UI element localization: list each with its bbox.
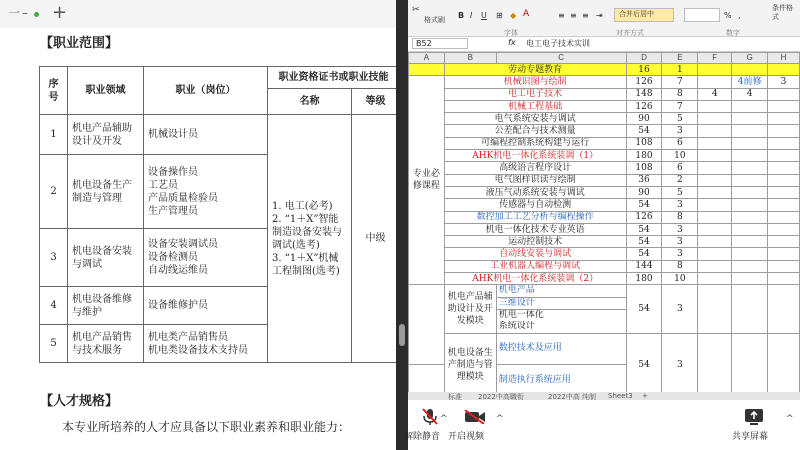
cell[interactable]	[768, 236, 800, 248]
cell[interactable]	[698, 162, 732, 174]
row-jobs	[144, 115, 268, 155]
cell[interactable]	[698, 285, 732, 333]
header-level: 等级	[352, 89, 397, 115]
cell[interactable]	[409, 333, 445, 365]
cell[interactable]: 54	[626, 223, 662, 235]
mute-options-caret-icon[interactable]: ^	[440, 414, 448, 424]
job-item: 设备维修护员	[148, 300, 208, 311]
header-name: 名称	[268, 89, 352, 115]
cell[interactable]	[698, 199, 732, 211]
table-row	[409, 174, 800, 186]
table-row	[409, 186, 800, 198]
cell[interactable]	[768, 186, 800, 198]
cell[interactable]	[768, 113, 800, 125]
cert-name: 2. “1＋X”智能制造设备安装与调试(选考)	[272, 213, 342, 251]
cell[interactable]: 54	[626, 199, 662, 211]
cell[interactable]: 2	[662, 174, 698, 186]
grid-table[interactable]	[408, 52, 800, 397]
cell[interactable]	[732, 248, 768, 260]
job-scope-table	[39, 66, 396, 363]
comma-button[interactable]: ,	[738, 11, 741, 20]
cell[interactable]	[768, 162, 800, 174]
cell[interactable]	[732, 285, 768, 333]
cell[interactable]	[732, 223, 768, 235]
cell[interactable]	[768, 125, 800, 137]
cell[interactable]	[698, 248, 732, 260]
formula-bar	[408, 37, 800, 52]
dash-mark: –	[22, 6, 28, 20]
cell[interactable]: 8	[662, 260, 698, 272]
job-item: 产品质量检验员	[148, 192, 218, 204]
cert-name: 1. 电工(必考)	[272, 200, 333, 212]
cell[interactable]: 126	[626, 211, 662, 223]
cell[interactable]	[732, 199, 768, 211]
cell[interactable]: 1	[662, 64, 698, 76]
cell[interactable]: 机电一体化技术专业英语	[444, 223, 626, 235]
format-painter-button[interactable]: 格式刷	[424, 16, 445, 24]
header-cert: 职业资格证书或职业技能	[268, 67, 397, 89]
align-right-icon[interactable]: ≡	[582, 11, 589, 20]
cell[interactable]	[698, 137, 732, 149]
row-seq: 1	[40, 115, 68, 155]
cell[interactable]	[768, 88, 800, 100]
row-field: 机电设备生产制造与管理	[68, 155, 144, 229]
group-item-cell[interactable]: 机电一体化	[496, 309, 626, 321]
group-item-cell[interactable]: 系统设计	[496, 321, 626, 333]
cell[interactable]	[732, 162, 768, 174]
row-seq: 3	[40, 229, 68, 287]
cell[interactable]: 液压气动系统安装与调试	[444, 186, 626, 198]
cell[interactable]: 机械识图与绘制	[444, 76, 626, 88]
job-item: 机电类设备技术支持员	[148, 344, 248, 356]
cell[interactable]: 高级语言程序设计	[444, 162, 626, 174]
cell[interactable]: 126	[626, 100, 662, 112]
table-row	[409, 125, 800, 137]
formula-input[interactable]: 电工电子技术实训	[526, 39, 590, 48]
cert-name: 3. “1＋X”机械工程制图(选考)	[272, 252, 340, 277]
cell[interactable]	[698, 174, 732, 186]
sheet-grid[interactable]	[408, 52, 800, 397]
job-item: 工艺员	[148, 179, 178, 191]
table-row	[409, 211, 800, 223]
cell[interactable]: 3	[662, 248, 698, 260]
group-label-cell[interactable]: 机电产品辅助设计及开发模块	[444, 285, 496, 333]
row-field: 机电产品辅助设计及开发	[68, 115, 144, 155]
section-heading-scope: 【职业范围】	[40, 36, 119, 51]
row-field: 机电设备维修与维护	[68, 287, 144, 325]
cell[interactable]	[698, 150, 732, 162]
header-job: 职业（岗位）	[144, 67, 268, 115]
cell[interactable]: 5	[662, 186, 698, 198]
job-item: 自动线运维员	[148, 265, 208, 276]
cell[interactable]: 自动线安装与调试	[444, 248, 626, 260]
group-item-cell[interactable]: 制造执行系统应用	[496, 365, 626, 397]
cell[interactable]: 6	[662, 162, 698, 174]
cell[interactable]: 54	[626, 236, 662, 248]
group-item-cell[interactable]: 数控技术及应用	[496, 333, 626, 365]
cell[interactable]	[732, 333, 768, 396]
cell[interactable]: 144	[626, 260, 662, 272]
fx-icon[interactable]: fx	[508, 38, 516, 47]
mic-off-icon	[422, 408, 438, 426]
column-header[interactable]: E	[662, 53, 698, 64]
cell[interactable]: 3	[662, 236, 698, 248]
align-center-icon[interactable]: ≡	[570, 11, 577, 20]
cell[interactable]: 传感器与自动检测	[444, 199, 626, 211]
cell[interactable]	[768, 211, 800, 223]
row-jobs	[144, 155, 268, 229]
add-sheet-button[interactable]: +	[642, 392, 648, 400]
table-row	[409, 100, 800, 112]
cell[interactable]: 180	[626, 273, 662, 285]
table-row	[409, 76, 800, 88]
cell[interactable]: 3	[662, 199, 698, 211]
split-divider[interactable]	[396, 0, 408, 450]
doc-paragraph: 本专业所培养的人才应具备以下职业素养和职业能力：	[62, 420, 351, 434]
group-label-number: 数字	[726, 29, 740, 37]
column-header[interactable]: G	[732, 53, 768, 64]
cell[interactable]	[732, 137, 768, 149]
number-format-select[interactable]	[684, 8, 720, 22]
group-credits-cell[interactable]: 3	[662, 333, 698, 396]
sheet-tab[interactable]: 标准	[448, 393, 462, 400]
table-row	[409, 260, 800, 272]
cut-icon[interactable]: ✂	[412, 5, 420, 15]
table-row	[409, 150, 800, 162]
cell[interactable]	[768, 333, 800, 396]
add-icon[interactable]: +	[52, 2, 68, 23]
bold-button[interactable]: B	[458, 11, 465, 20]
sheet-tab[interactable]: Sheet3	[608, 392, 633, 400]
cell[interactable]	[732, 236, 768, 248]
doc-toolbar	[0, 0, 396, 28]
cell[interactable]: 可编程控制系统构建与运行	[444, 137, 626, 149]
cell[interactable]	[698, 100, 732, 112]
cell[interactable]: 180	[626, 150, 662, 162]
cell[interactable]: 148	[626, 88, 662, 100]
group-item-cell[interactable]: 三维设计	[496, 297, 626, 309]
cell[interactable]	[768, 285, 800, 333]
row-field: 机电产品销售与技术服务	[68, 325, 144, 363]
cell[interactable]	[768, 260, 800, 272]
cell[interactable]	[732, 64, 768, 76]
cell[interactable]: 运动控制技术	[444, 236, 626, 248]
cell[interactable]: 10	[662, 273, 698, 285]
sheet-tab-bar	[408, 392, 800, 400]
table-row	[409, 236, 800, 248]
cell[interactable]: 数控加工工艺分析与编程操作	[444, 211, 626, 223]
cell[interactable]	[768, 199, 800, 211]
cell[interactable]	[698, 273, 732, 285]
header-field: 职业领域	[68, 67, 144, 115]
share-screen-label: 共享屏幕	[732, 431, 769, 441]
column-header[interactable]: F	[698, 53, 732, 64]
job-item: 设备安装调试员	[148, 239, 218, 250]
cell[interactable]: 电气系统安装与调试	[444, 113, 626, 125]
cell[interactable]	[732, 125, 768, 137]
cell[interactable]	[768, 64, 800, 76]
cell[interactable]: 90	[626, 113, 662, 125]
minimize-button[interactable]: 一	[8, 6, 21, 20]
row-seq: 4	[40, 287, 68, 325]
cell[interactable]: 7	[662, 76, 698, 88]
italic-button[interactable]: I	[470, 11, 473, 20]
cell[interactable]	[409, 285, 445, 297]
share-screen-button[interactable]	[728, 400, 788, 450]
table-row	[409, 273, 800, 285]
course-rows	[409, 64, 800, 285]
start-video-button[interactable]	[448, 400, 506, 450]
cell[interactable]	[698, 260, 732, 272]
row-seq: 2	[40, 155, 68, 229]
share-screen-icon	[744, 408, 764, 426]
job-item: 设备操作员	[148, 166, 198, 178]
table-row	[40, 115, 397, 155]
cell[interactable]	[409, 297, 445, 309]
table-row	[409, 137, 800, 149]
cell[interactable]: 90	[626, 186, 662, 198]
share-options-caret-icon[interactable]: ^	[786, 414, 794, 424]
group-label-cell[interactable]: 机电设备生产制造与管理模块	[444, 333, 496, 396]
cell[interactable]	[732, 174, 768, 186]
cell[interactable]: 10	[662, 150, 698, 162]
cell[interactable]: AHK机电一体化系统装调（1）	[444, 150, 626, 162]
start-video-label: 开启视频	[448, 431, 485, 441]
ribbon-toolbar	[408, 0, 800, 37]
status-dot-icon	[34, 12, 39, 17]
name-box[interactable]: B52	[412, 38, 468, 49]
cond-format-button[interactable]: 条件格式	[772, 4, 793, 21]
cert-level-cell: 中级	[352, 115, 397, 363]
cell[interactable]: 6	[662, 137, 698, 149]
table-row	[409, 64, 800, 76]
job-item: 生产管理员	[148, 205, 198, 217]
align-left-icon[interactable]: ≡	[558, 11, 565, 20]
section-heading-talent: 【人才规格】	[40, 394, 119, 409]
cell[interactable]	[409, 309, 445, 321]
divider-handle[interactable]	[399, 324, 405, 346]
cell[interactable]: 电工电子技术	[444, 88, 626, 100]
cell[interactable]: 54	[626, 248, 662, 260]
cell[interactable]: 4前修	[732, 76, 768, 88]
percent-button[interactable]: %	[724, 11, 732, 20]
cell[interactable]	[768, 223, 800, 235]
category-label-cell[interactable]: 专业必修课程	[409, 76, 445, 285]
cell[interactable]: 4	[698, 88, 732, 100]
cell[interactable]: 4	[732, 88, 768, 100]
cell[interactable]	[732, 211, 768, 223]
column-header[interactable]: B	[444, 53, 496, 64]
cell[interactable]: 5	[662, 113, 698, 125]
table-row	[409, 162, 800, 174]
cell[interactable]	[768, 273, 800, 285]
cert-names-cell	[268, 115, 352, 363]
column-header[interactable]: D	[626, 53, 662, 64]
table-row	[409, 223, 800, 235]
cell[interactable]	[732, 186, 768, 198]
cell[interactable]: 16	[626, 64, 662, 76]
indent-icon[interactable]: ⇥	[596, 11, 603, 20]
unmute-button[interactable]	[404, 400, 456, 450]
cell[interactable]: 8	[662, 211, 698, 223]
fill-color-icon[interactable]: ◆	[510, 11, 517, 20]
cell[interactable]: AHK机电一体化系统装调（2）	[444, 273, 626, 285]
cell[interactable]	[698, 64, 732, 76]
video-off-icon	[464, 410, 486, 424]
cell[interactable]	[698, 113, 732, 125]
cell[interactable]: 108	[626, 137, 662, 149]
cell[interactable]: 机械工程基础	[444, 100, 626, 112]
column-header[interactable]: C	[496, 53, 626, 64]
cell[interactable]: 36	[626, 174, 662, 186]
row-jobs	[144, 229, 268, 287]
column-header[interactable]: H	[768, 53, 800, 64]
underline-button[interactable]: U	[481, 11, 487, 20]
cell[interactable]: 54	[626, 125, 662, 137]
cell[interactable]: 劳动专题教育	[444, 64, 626, 76]
cell[interactable]	[409, 321, 445, 333]
sheet-tab[interactable]: 2022中高職衔	[478, 393, 524, 400]
job-item: 设备检测员	[148, 252, 198, 263]
header-seq: 序号	[40, 67, 68, 115]
job-item: 机电类产品销售员	[148, 331, 228, 343]
column-header-row	[409, 53, 800, 64]
table-row	[409, 88, 800, 100]
table-row	[409, 333, 800, 365]
cell[interactable]	[698, 211, 732, 223]
group-label-align: 对齐方式	[616, 29, 644, 37]
table-row	[409, 113, 800, 125]
table-row	[409, 199, 800, 211]
font-color-button[interactable]: A	[523, 9, 530, 19]
cell[interactable]	[732, 113, 768, 125]
cell[interactable]	[768, 137, 800, 149]
document-pane	[0, 0, 396, 450]
cell[interactable]: 公差配合与技术测量	[444, 125, 626, 137]
spreadsheet-pane	[408, 0, 800, 400]
unmute-label: 解除静音	[404, 431, 441, 441]
cell[interactable]	[698, 76, 732, 88]
table-row	[409, 285, 800, 297]
cell[interactable]: 8	[662, 88, 698, 100]
cell[interactable]: 3	[662, 125, 698, 137]
merge-center-label: 合并后居中	[619, 10, 654, 18]
video-options-caret-icon[interactable]: ^	[496, 414, 504, 424]
cell[interactable]	[698, 333, 732, 396]
merge-center-button[interactable]	[614, 8, 674, 22]
group-label-font: 字体	[504, 29, 518, 37]
group-item-cell[interactable]: 机电产品	[496, 285, 626, 297]
border-icon[interactable]: ⊞	[496, 11, 503, 20]
cell[interactable]	[732, 260, 768, 272]
meeting-control-bar	[404, 400, 800, 450]
row-field: 机电设备安装与调试	[68, 229, 144, 287]
cell[interactable]: 工业机器人编程与调试	[444, 260, 626, 272]
cell[interactable]	[768, 150, 800, 162]
job-item: 机械设计员	[148, 129, 198, 140]
cell[interactable]	[732, 273, 768, 285]
group-hours-cell[interactable]: 54	[626, 285, 662, 333]
group-credits-cell[interactable]: 3	[662, 285, 698, 333]
cell[interactable]: 3	[768, 76, 800, 88]
cell[interactable]	[768, 174, 800, 186]
cell[interactable]: 电气图样识读与绘制	[444, 174, 626, 186]
group-hours-cell[interactable]: 54	[626, 333, 662, 396]
cell[interactable]	[698, 236, 732, 248]
cell[interactable]	[698, 223, 732, 235]
row-seq: 5	[40, 325, 68, 363]
cell[interactable]: 7	[662, 100, 698, 112]
cell[interactable]: 3	[662, 223, 698, 235]
cell[interactable]	[409, 64, 445, 76]
table-row	[409, 248, 800, 260]
row-jobs	[144, 325, 268, 363]
cell[interactable]	[698, 186, 732, 198]
sheet-tab[interactable]: 2022中高 纯制	[548, 393, 597, 400]
cell[interactable]	[768, 248, 800, 260]
cell[interactable]	[698, 125, 732, 137]
cell[interactable]: 126	[626, 76, 662, 88]
column-header[interactable]: A	[409, 53, 445, 64]
row-jobs	[144, 287, 268, 325]
cell[interactable]	[768, 100, 800, 112]
cell[interactable]: 108	[626, 162, 662, 174]
cell[interactable]	[732, 100, 768, 112]
cell[interactable]	[732, 150, 768, 162]
